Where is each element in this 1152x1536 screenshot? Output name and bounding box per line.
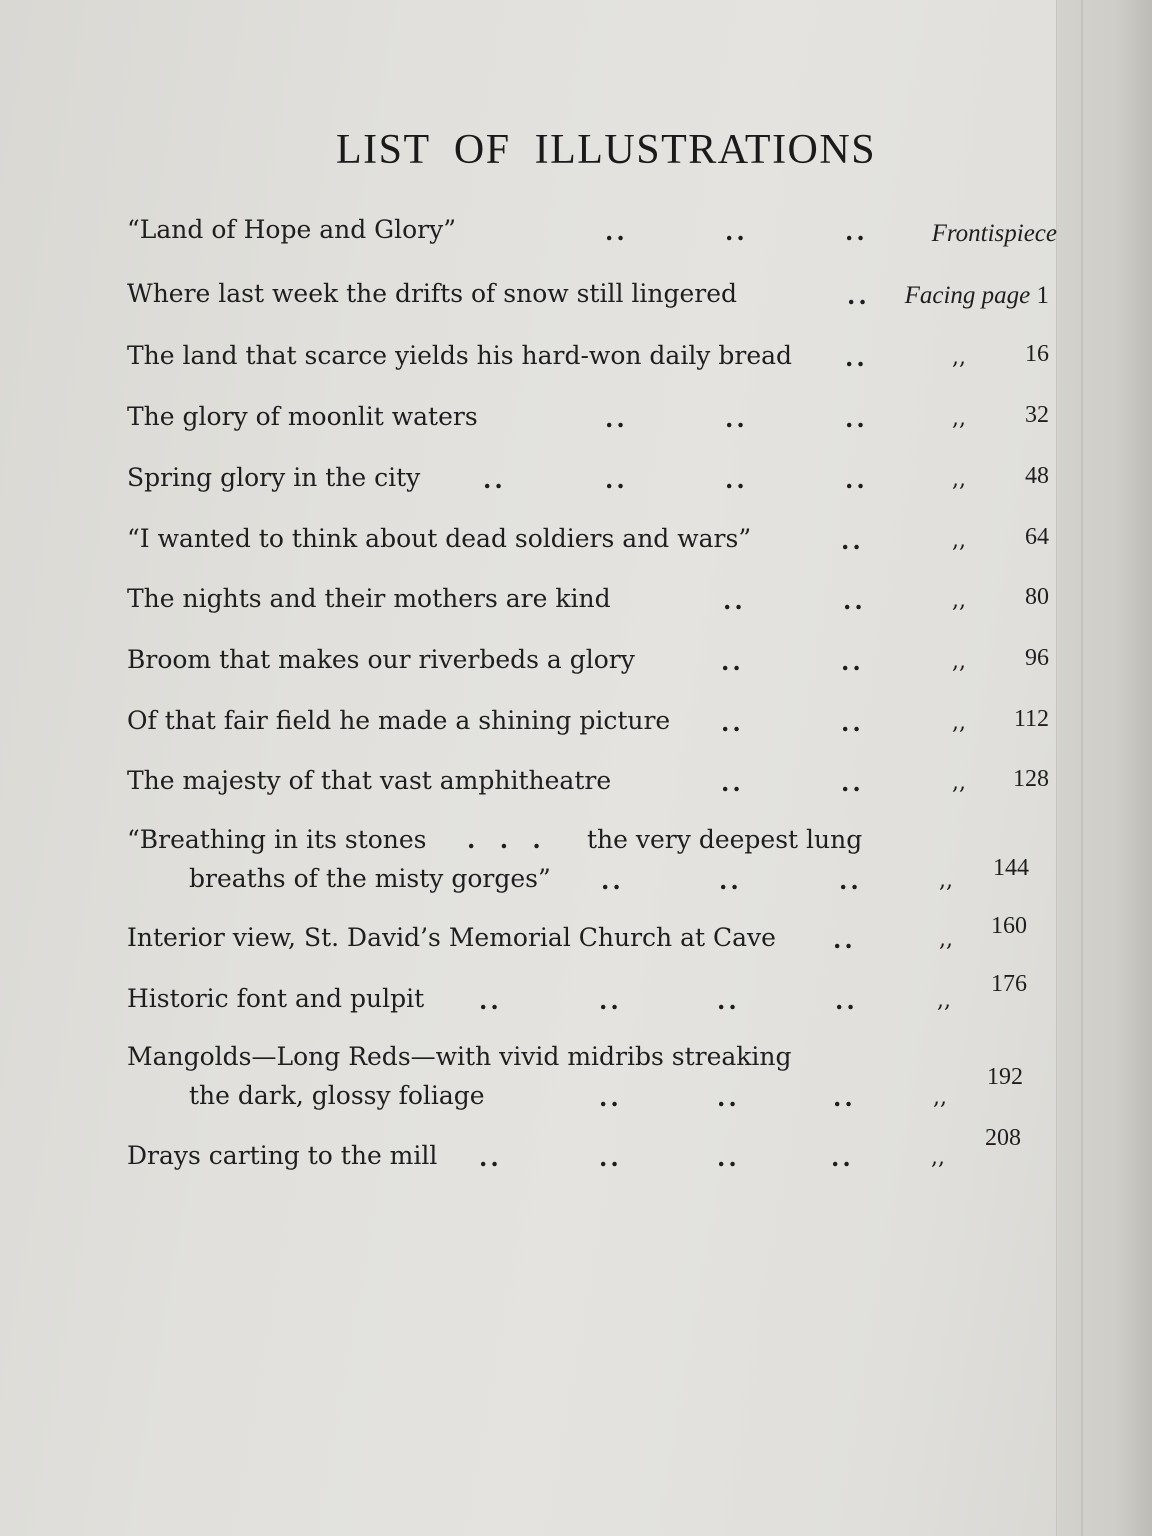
entry-caption: The glory of moonlit waters (127, 402, 478, 431)
page-number: 144 (993, 855, 1029, 881)
entry-caption: Historic font and pulpit (127, 984, 425, 1013)
ditto-mark: ,, (952, 467, 966, 492)
entry-caption: “Land of Hope and Glory” (127, 215, 457, 244)
facing-page-text: Facing page (904, 282, 1031, 309)
ditto-mark: ,, (933, 1085, 947, 1110)
entry-caption-line-2: breaths of the misty gorges” (189, 864, 551, 893)
leader-dots: .. (841, 708, 864, 737)
entry-caption: Interior view, St. David’s Memorial Church at Cave (127, 923, 776, 952)
leader-dots: .. (599, 986, 622, 1015)
illustration-entry-112 (127, 701, 1057, 741)
illustration-entry-208 (127, 1125, 1057, 1176)
illustration-entry-160 (127, 913, 1057, 958)
page-number: 192 (987, 1064, 1023, 1090)
leader-dots: .. (833, 925, 856, 954)
illustration-entry-frontispiece (127, 210, 1057, 250)
ditto-mark: ,, (952, 528, 966, 553)
page-title: LIST OF ILLUSTRATIONS (336, 127, 877, 173)
leader-dots: .. (599, 1083, 622, 1112)
leader-dots: .. (725, 217, 748, 246)
page-number: 48 (1025, 463, 1049, 489)
leader-dots: .. (833, 1083, 856, 1112)
leader-dots: .. (723, 586, 746, 615)
entry-caption: Of that fair field he made a shining picture (127, 706, 671, 735)
illustration-entry-128 (127, 761, 1057, 801)
leader-dots: .. (835, 986, 858, 1015)
illustration-entry-176 (127, 971, 1057, 1019)
ditto-mark: ,, (952, 710, 966, 735)
ditto-mark: ,, (952, 345, 966, 370)
illustration-entry-16 (127, 336, 1057, 376)
leader-dots: .. (605, 465, 628, 494)
leader-dots: .. (483, 465, 506, 494)
leader-dots: .. (843, 586, 866, 615)
leader-dots: .. (845, 465, 868, 494)
leader-dots: .. (721, 768, 744, 797)
leader-dots: .. (839, 866, 862, 895)
leader-dots: .. (847, 281, 870, 310)
entry-caption: “Breathing in its stones (127, 825, 427, 854)
illustration-entry-144 (127, 820, 1057, 900)
page-number: 112 (1013, 706, 1049, 732)
leader-dots: .. (717, 986, 740, 1015)
illustration-entry-192 (127, 1037, 1057, 1117)
leader-dots: .. (479, 986, 502, 1015)
adjacent-page-edge (1056, 0, 1152, 1536)
ditto-mark: ,, (939, 868, 953, 893)
leader-dots: .. (479, 1143, 502, 1172)
ditto-mark: ,, (931, 1145, 945, 1170)
entry-caption: Drays carting to the mill (127, 1141, 438, 1170)
leader-dots: .. (725, 465, 748, 494)
leader-dots: .. (831, 1143, 854, 1172)
entry-caption: The land that scarce yields his hard-won daily bread (127, 341, 793, 370)
leader-dots: .. (841, 647, 864, 676)
leader-dots: .. (717, 1143, 740, 1172)
entry-caption: The majesty of that vast amphitheatre (127, 766, 612, 795)
page-number: 208 (985, 1125, 1021, 1151)
leader-dots: .. (601, 866, 624, 895)
page-number: 1 (1036, 282, 1049, 309)
entry-caption-continued: the very deepest lung (587, 825, 863, 854)
facing-page-label (905, 276, 1049, 316)
page-number: 16 (1025, 341, 1049, 367)
page-number: 128 (1013, 766, 1049, 792)
leader-dots: .. (841, 768, 864, 797)
entry-caption: “I wanted to think about dead soldiers and wars” (127, 524, 752, 553)
page-number: 176 (991, 971, 1027, 997)
entry-caption: Broom that makes our riverbeds a glory (127, 645, 635, 674)
leader-dots: .. (845, 343, 868, 372)
illustration-entry-1 (127, 274, 1057, 314)
leader-dots: .. (605, 404, 628, 433)
ditto-mark: ,, (952, 588, 966, 613)
leader-dots: .. (845, 217, 868, 246)
ditto-mark: ,, (952, 649, 966, 674)
entry-caption-line-2: the dark, glossy foliage (189, 1081, 485, 1110)
leader-dots: .. (605, 217, 628, 246)
page-number: 160 (991, 913, 1027, 939)
ditto-mark: ,, (952, 770, 966, 795)
ditto-mark: ,, (937, 988, 951, 1013)
illustration-entry-64 (127, 519, 1057, 559)
ditto-mark: ,, (939, 927, 953, 952)
leader-dots: .. (599, 1143, 622, 1172)
leader-dots: .. (845, 404, 868, 433)
entry-caption: The nights and their mothers are kind (127, 584, 611, 613)
illustration-entry-32 (127, 397, 1057, 437)
entry-caption: Mangolds—Long Reds—with vivid midribs streaking (127, 1042, 792, 1071)
page-number: 96 (1025, 645, 1049, 671)
ditto-mark: ,, (952, 406, 966, 431)
ellipsis: . . . (467, 825, 549, 854)
entry-caption: Where last week the drifts of snow still lingered (127, 279, 738, 308)
leader-dots: .. (725, 404, 748, 433)
entry-caption: Spring glory in the city (127, 463, 421, 492)
page-number: 80 (1025, 584, 1049, 610)
leader-dots: .. (717, 1083, 740, 1112)
leader-dots: .. (841, 526, 864, 555)
illustration-entry-80 (127, 579, 1057, 619)
illustration-entry-48 (127, 458, 1057, 498)
leader-dots: .. (721, 647, 744, 676)
frontispiece-label: Frontispiece (931, 220, 1057, 247)
leader-dots: .. (719, 866, 742, 895)
leader-dots: .. (721, 708, 744, 737)
page-number: 32 (1025, 402, 1049, 428)
page-number: 64 (1025, 524, 1049, 550)
illustration-entry-96 (127, 640, 1057, 680)
